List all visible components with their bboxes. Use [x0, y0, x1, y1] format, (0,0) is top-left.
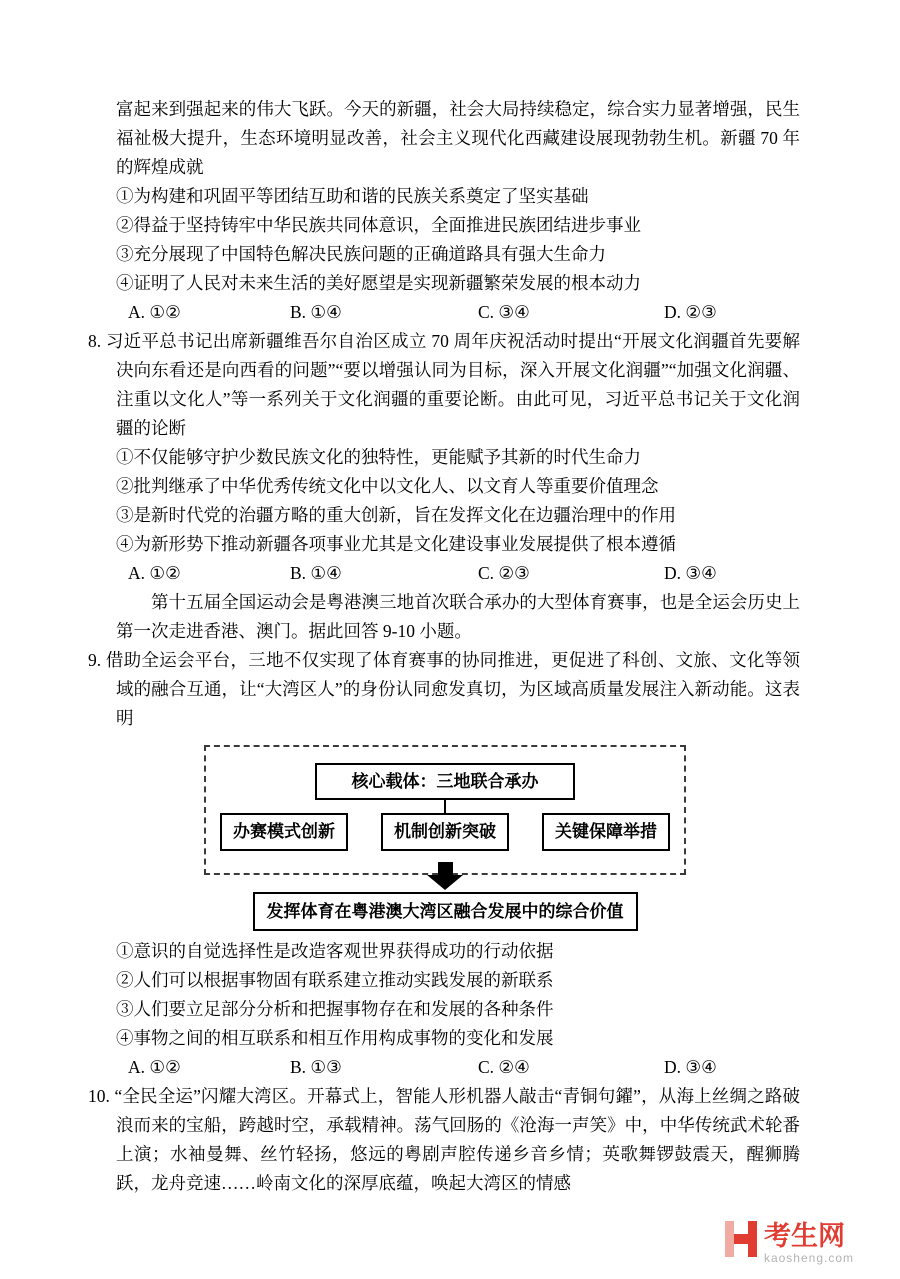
diagram-dashed-container	[204, 745, 686, 875]
q8-option-b: B. ①④	[290, 563, 342, 583]
diagram-middle-row	[220, 813, 670, 851]
q9-item-4: ④事物之间的相互联系和相互作用构成事物的变化和发展	[116, 1028, 554, 1048]
diagram-bottom-box: 发挥体育在粤港澳大湾区融合发展中的综合价值	[253, 892, 638, 931]
q8-option-d: D. ③④	[664, 563, 717, 583]
q8-item-4: ④为新形势下推动新疆各项事业尤其是文化建设事业发展提供了根本遵循	[116, 534, 676, 554]
exam-content	[88, 95, 800, 1198]
q9-options-row	[88, 1053, 800, 1082]
q9-item-2: ②人们可以根据事物固有联系建立推动实践发展的新联系	[116, 970, 554, 990]
q7-option-b: B. ①④	[290, 302, 342, 322]
q7-item-4: ④证明了人民对未来生活的美好愿望是实现新疆繁荣发展的根本动力	[116, 273, 641, 293]
q9-diagram	[204, 745, 686, 931]
q8-stem-block	[88, 327, 800, 443]
q8-item-1: ①不仅能够守护少数民族文化的独特性，更能赋予其新的时代生命力	[116, 447, 641, 467]
q9-option-b: B. ①③	[290, 1057, 342, 1077]
kaosheng-watermark	[725, 1221, 854, 1265]
q9-number: 9.	[88, 650, 102, 670]
q9-option-a: A. ①②	[128, 1057, 181, 1077]
q10-number: 10.	[88, 1086, 110, 1106]
q8-options-row	[88, 559, 800, 588]
q7-option-c: C. ③④	[478, 302, 530, 322]
q7-option-d: D. ②③	[664, 302, 717, 322]
q10-stem-block	[88, 1082, 800, 1198]
q8-item-3: ③是新时代党的治疆方略的重大创新，旨在发挥文化在边疆治理中的作用	[116, 505, 676, 525]
q7-option-a: A. ①②	[128, 302, 181, 322]
q8-option-c: C. ②③	[478, 563, 530, 583]
q8-number: 8.	[88, 331, 102, 351]
q8-option-a: A. ①②	[128, 563, 181, 583]
kaosheng-logo-icon	[725, 1221, 757, 1257]
down-arrow-icon	[427, 862, 463, 890]
q9-stem-block	[88, 646, 800, 733]
q7-options-row	[88, 298, 800, 327]
q7-item-3: ③充分展现了中国特色解决民族问题的正确道路具有强大生命力	[116, 244, 606, 264]
passage-9-10: 第十五届全国运动会是粤港澳三地首次联合承办的大型体育赛事，也是全运会历史上第一次走进香港、澳门。据此回答 9-10 小题。	[116, 592, 800, 641]
q8-item-2: ②批判继承了中华优秀传统文化中以文化人、以文育人等重要价值理念	[116, 476, 659, 496]
watermark-site-url: kaosheng.com	[763, 1251, 854, 1265]
q7-item-1: ①为构建和巩固平等团结互助和谐的民族关系奠定了坚实基础	[116, 186, 589, 206]
watermark-site-name: 考生网	[763, 1221, 845, 1251]
diagram-middle-box-2: 机制创新突破	[381, 813, 509, 851]
q9-item-1: ①意识的自觉选择性是改造客观世界获得成功的行动依据	[116, 941, 554, 961]
diagram-connector-line	[444, 800, 446, 813]
q9-stem: 借助全运会平台，三地不仅实现了体育赛事的协同推进，更促进了科创、文旅、文化等领域的融合互通，让“大湾区人”的身份认同愈发真切，为区域高质量发展注入新动能。这表明	[105, 650, 801, 728]
q9-option-c: C. ②④	[478, 1057, 530, 1077]
diagram-middle-box-3: 关键保障举措	[542, 813, 670, 851]
q9-option-d: D. ③④	[664, 1057, 717, 1077]
q9-item-3: ③人们要立足部分分析和把握事物存在和发展的各种条件	[116, 999, 554, 1019]
q8-stem: 习近平总书记出席新疆维吾尔自治区成立 70 周年庆祝活动时提出“开展文化润疆首先要解决向东看还是向西看的问题”“要以增强认同为目标，深入开展文化润疆”“加强文化润疆、注重以文化人”等一系列关于文化润疆的重要论断。由此可见，习近平总书记关于文化润疆的论断	[105, 331, 801, 438]
q7-item-2: ②得益于坚持铸牢中华民族共同体意识，全面推进民族团结进步事业	[116, 215, 641, 235]
q10-stem: “全民全运”闪耀大湾区。开幕式上，智能人形机器人敲击“青铜句鑃”，从海上丝绸之路破浪而来的宝船，跨越时空，承载精神。荡气回肠的《沧海一声笑》中，中华传统武术轮番上演；水袖曼舞、丝竹轻扬，悠远的粤剧声腔传递乡音乡情；英歌舞锣鼓震天，醒狮腾跃，龙舟竞速……岭南文化的深厚底蕴，唤起大湾区的情感	[114, 1086, 801, 1193]
q7-stem: 富起来到强起来的伟大飞跃。今天的新疆，社会大局持续稳定，综合实力显著增强，民生福祉极大提升，生态环境明显改善，社会主义现代化西藏建设展现勃勃生机。新疆 70 年的辉煌成就	[116, 99, 800, 177]
diagram-top-box: 核心载体：三地联合承办	[315, 763, 575, 800]
diagram-middle-box-1: 办赛模式创新	[220, 813, 348, 851]
